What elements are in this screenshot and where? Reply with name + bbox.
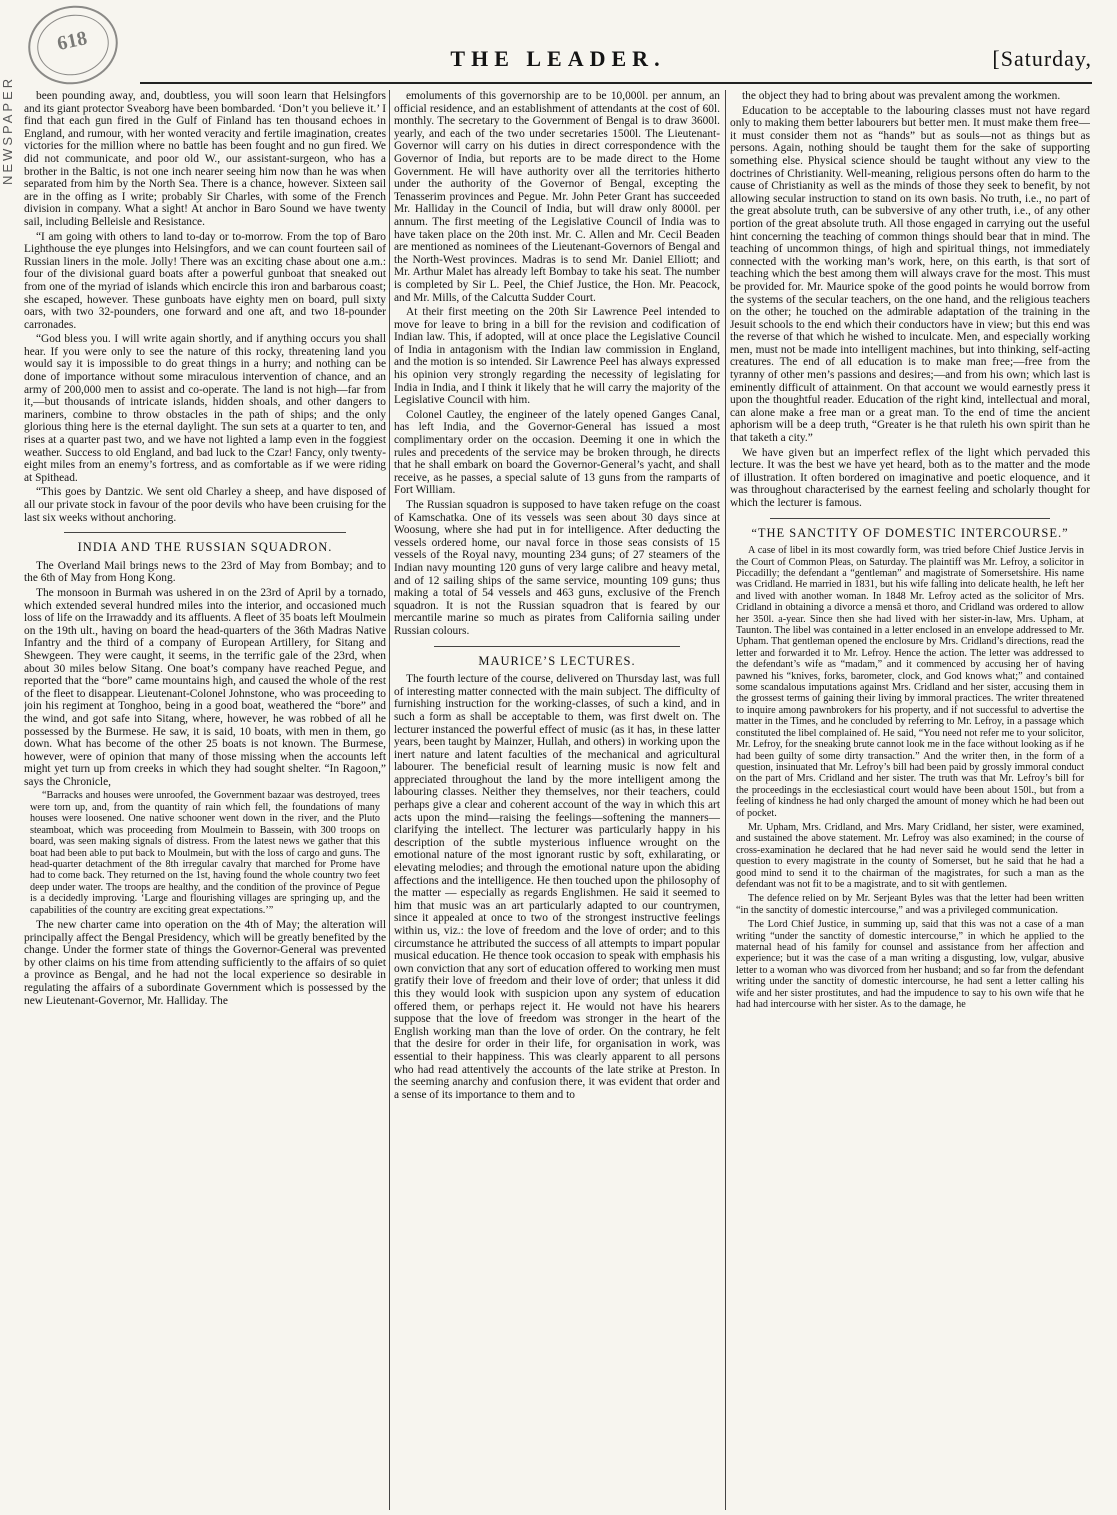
article-paragraph: The fourth lecture of the course, delivered on Thursday last, was full of interesting matter connected with the main subject. The difficulty of furnishing instruction for the working-classes, of such a kind, and in such a form as shall be acceptable to them, was first dwelt on. The lecturer instanced the powerful effect of music (as it has, in these latter years, been taught by Mainzer, Hullah, and others) in working upon the inert nature and latent faculties of the mechanical and agricultural labourer. The beneficial result of learning music is now felt and appreciated throughout the land by the more intelligent among the labouring classes. Neither they themselves, nor their teachers, could perhaps give a clear and coherent account of the way in which this art acts upon the mind—raising the feelings—softening the manners—clarifying the intellect. The lecturer was particularly happy in his description of the subtle mysterious influence wrought on the emotional nature of the most ignorant rustic by soft, exhilarating, or elevating melodies; and through the emotional nature upon the abiding affections and the intelligence. He then touched upon the philosophy of the matter — especially as regards Englishmen. He said it seemed to him that music was an art particularly adapted to our countrymen, since it appealed at once to two of the strongest instructive feelings within us, viz.: the love of freedom and the love of order; and to this circumstance he attributed the success of all attempts to impart popular musical education. He thence took occasion to speak with emphasis his own conviction that any sort of education offered to working men must gratify their love of freedom and their love of order; that unless it did this they would look with suspicion upon any system of education offered them, or perhaps reject it. He would not have his hearers suppose that the love of freedom was stronger in the heart of the English working man than the love of order. On the contrary, he felt that the desire for order in their life, for organisation in work, was essential to their happiness. This was clearly apparent to all persons who had read attentively the accounts of the late strike at Preston. In the seeming anarchy and confusion there, it was evident that order and a sense of its importance to them and to <box>394 673 720 1101</box>
masthead <box>24 46 1092 86</box>
article-paragraph: The Overland Mail brings news to the 23rd of May from Bombay; and to the 6th of May from Hong Kong. <box>24 559 386 585</box>
section-separator <box>64 532 346 533</box>
quoted-extract: “Barracks and houses were unroofed, the Government bazaar was destroyed, trees were torn up, and, from the quantity of rain which fell, the foundations of many houses were loosened. One native schooner went down in the river, and the Pluto steamboat, which was proceeding from Moulmein to Bassein, with 300 troops on board, was seen making signals of distress. From the latest news we gather that this boat had been able to put back to Moulmein, but with the loss of cargo and guns. The head-quarter detachment of the 8th irregular cavalry that marched for Prome have had to come back. They returned on the 1st, having found the whole country two feet deep under water. The troops are healthy, and the condition of the province of Pegue is a decidedly improving. ‘Large and flourishing villages are springing up, and the capabilities of the country are exciting great expectations.’” <box>30 790 380 916</box>
article-paragraph: “God bless you. I will write again shortly, and if anything occurs you shall hear. If you were only to see the nature of this rocky, threatening land you would say it is impossible to do great things in a hurry; and nothing can be done of importance without some miraculous intervention of chance, and an army of 200,000 men to assist and co-operate. The land is not high—far from it,—but thousands of intricate islands, hidden shoals, and other dangers to mariners, combine to throw obstacles in the path of ships; and the only glorious thing here is the eternal daylight. The sun sets at a quarter to ten, and rises at a quarter past two, and we have not lighted a lamp even in the foggiest weather. Success to old England, and bad luck to the Czar! Fancy, only twenty-eight miles from an enemy’s fortress, and as comfortable as if we were riding at Spithead. <box>24 333 386 484</box>
article-paragraph: A case of libel in its most cowardly form, was tried before Chief Justice Jervis in the Court of Common Pleas, on Saturday. The plaintiff was Mr. Lefroy, a solicitor in Piccadilly; the defendant a “gentleman” and magistrate of Somersetshire. His name was Cridland. He married in 1831, but his wife falling into delicate health, he left her and lived with another woman. In 1848 Mr. Lefroy acted as the solicitor of Mrs. Cridland in obtaining a divorce a mensâ et thoro, and Cridland was ordered to allow her 350l. a-year. Since then she had lived with her sister-in-law, Mrs. Upham, at Taunton. The libel was contained in a letter enclosed in an envelope addressed to Mr. Upham. That gentleman opened the enclosure by Mrs. Cridland’s directions, read the letter and forwarded it to Mr. Lefroy. Hence the action. The letter was addressed to the defendant’s wife as “madam,” and it commenced by accusing her of having pawned his “knives, forks, barometer, clock, and God knows what;” and contained some scandalous imputations against Mrs. Cridland and her sister, accusing them in the grossest terms of gaining their living by immoral practices. The writer threatened to inquire among pawnbrokers for his property, and if not successful to advertise the matter in the Times, and he concluded by referring to Mr. Lefroy, in a passage which constituted the libel complained of. He said, “You need not refer me to your solicitor, Mr. Lefroy, for the sneaking brute cannot look me in the face without looking as if he had been guilty of some dirty transaction.” And the writer then, in the form of a question, insinuated that Mr. Lefroy’s bill had been paid by grossly immoral conduct on the part of Mrs. Cridland and her sister. The truth was that Mr. Lefroy’s bill for the proceedings in the ecclesiastical court would have been about 150l., but from a feeling of kindness he had only charged the amount of money which he had been out of pocket. <box>736 545 1084 819</box>
article-paragraph: The new charter came into operation on the 4th of May; the alteration will principally affect the Bengal Presidency, which will be greatly benefited by the change. Under the former state of things the Governor-General was prevented by other claims on his time from attending sufficiently to the affairs of so quiet a province as Bengal, and he had not the local experience so desirable in regulating the affairs of a subordinate Government which is possessed by the new Lieutenant-Governor, Mr. Halliday. The <box>24 918 386 1007</box>
section-heading: “THE SANCTITY OF DOMESTIC INTERCOURSE.” <box>751 525 1069 540</box>
article-paragraph: been pounding away, and, doubtless, you will soon learn that Helsingfors and its giant protector Sveaborg have been bombarded. ‘Don’t you believe it.’ I find that each gun fired in the Gulf of Finland has ten thousand echoes in England, and rumour, with her wonted veracity and fertile imagination, creates victories for the million where no battle has been fought and no gun fired. We did not communicate, and poor old W., our assistant-surgeon, who has a brother in the Baltic, is not one inch nearer seeing him now than he was when separated from him by the North Sea. There is a chance, however. Sixteen sail are in the offing as I write; probably Sir Charles, with some of the French division in company. What a sight! At anchor in Baro Sound we have twenty sail, including Belleisle and Resistance. <box>24 90 386 228</box>
column-divider <box>725 90 726 1510</box>
section-heading: INDIA AND THE RUSSIAN SQUADRON. <box>77 540 333 555</box>
section-separator <box>434 646 680 647</box>
article-paragraph: emoluments of this governorship are to be 10,000l. per annum, an official residence, and an establishment of attendants at the cost of 60l. monthly. The secretary to the Government of Bengal is to draw 3600l. yearly, and each of the two under secretaries 1500l. The Lieutenant-Governor will carry on his duties in direct correspondence with the Governor of India, but reports are to be made direct to the Home Government. He will have authority over all the territories hitherto under the authority of the Governor of Bengal, excepting the Tenasserim provinces and Pegue. Mr. John Peter Grant has succeeded Mr. Halliday in the Council of India, but will draw only 8000l. per annum. The first meeting of the Legislative Council of India was to have taken place on the 20th inst. Mr. C. Allen and Mr. Cecil Beaden are mentioned as nominees of the Lieutenant-Governors of Bengal and the North-West provinces. Madras is to send Mr. Daniel Elliott; and Mr. Arthur Malet has already left Bombay to take his seat. The number is completed by Sir L. Peel, the Chief Justice, the Hon. Mr. Peacock, and Mr. Mills, of the Calcutta Sudder Court. <box>394 90 720 304</box>
column-3 <box>730 90 1090 1510</box>
article-paragraph: At their first meeting on the 20th Sir Lawrence Peel intended to move for leave to bring in a bill for the revision and codification of Indian law. This, if adopted, will at once place the Legislative Council of India in antagonism with the Indian law commission in England, and the motion is so intended. Sir Lawrence Peel has always expressed his opinion very strongly regarding the necessity of legislating for India in India, and I think it likely that he will carry the majority of the Legislative Council with him. <box>394 306 720 407</box>
section-heading: MAURICE’S LECTURES. <box>478 653 636 668</box>
article-paragraph: Mr. Upham, Mrs. Cridland, and Mrs. Mary Cridland, her sister, were examined, and sustained the above statement. Mr. Lefroy was also examined; in the course of cross-examination he declared that he had never said he would send the letter in question to every magistrate in the county of Somerset, but he said that he had a good mind to send it to the chairman of the magistrates, for such a man as the defendant was not fit to be a magistrate, and to sit with gentlemen. <box>736 821 1084 890</box>
masthead-rule <box>140 82 1092 84</box>
section-separator <box>770 518 1050 519</box>
article-paragraph: Colonel Cautley, the engineer of the lately opened Ganges Canal, has left India, and the Governor-General has issued a most complimentary order on the occasion. Deeming it one in which the rules and precedents of the service may be broken through, he directs that he shall embark on board the Governor-General’s yacht, and shall receive, as he passes, a special salute of 13 guns from the ramparts of Fort William. <box>394 408 720 497</box>
page-number: 618 <box>55 27 90 55</box>
column-divider <box>389 90 390 1510</box>
column-1 <box>24 90 386 1510</box>
article-paragraph: The Russian squadron is supposed to have taken refuge on the coast of Kamschatka. One of its vessels was seen about 30 days since at Woosung, where she had put in for intelligence. After deducting the vessels ordered home, our naval force in those seas consists of 15 vessels of the Royal navy, mounting 234 guns; of 27 steamers of the Indian navy mounting 120 guns of very large calibre and heavy metal, and of 12 sailing ships of the same service, mounting 109 guns; thus making a total of 54 vessels and 463 guns, exclusive of the French squadron. It is not the Russian squadron that is feared by our mercantile marine so much as pirates from California sailing under Russian colours. <box>394 499 720 637</box>
article-paragraph: Education to be acceptable to the labouring classes must not have regard only to making them better labourers but better men. It must make them free—it must consider them not as “hands” but as souls—not as things but as persons. Again, nothing should be taught them for the sake of supporting something else. Physical science should be taught without any view to the doctrines of Christianity. Well-meaning, religious persons often do harm to the cause of Christianity as well as the minds of those they seek to benefit, by not allowing secular instruction to stand on its own basis. No truth, i.e., no part of the great absolute truth, can be subversive of any other truth, i.e., of any other portion of the great absolute truth. All those engaged in carrying out the useful hint concerning the teaching of common things should bear that in mind. The teaching of uncommon things, of high and spiritual things, not immediately connected with the working man’s work, here, on this earth, is that sort of teaching which the best among them will always crave for the most. This must be provided for. Mr. Maurice spoke of the good points he would borrow from the systems of the secular teachers, on the one hand, and the religious teachers on the other; he touched on the admirable adaptation of the training in the Jesuit schools to the end which their conductors have in view; but this end was the reverse of that which he wished to inculcate. Men, and especially working men, must not be made into intelligent machines, but into thinking, self-acting creatures. The end of all education is to make man free;—free from the tyranny of other men’s passions and desires;—and from his own; which last is eminently difficult of attainment. On that account we would earnestly press it upon the thoughtful reader. Education of the right kind, intellectual and moral, can alone make a free man or a great man. To the end of time the ancient aphorism will be a deep truth, “Greater is he that ruleth his own spirit than he that taketh a city.” <box>730 104 1090 445</box>
article-paragraph: The defence relied on by Mr. Serjeant Byles was that the letter had been written “in the sanctity of domestic intercourse,” and was a privileged communication. <box>736 893 1084 916</box>
article-paragraph: We have given but an imperfect reflex of the light which pervaded this lecture. It was the best we have yet heard, both as to the matter and the mode of illustration. It often bordered on imaginative and poetic eloquence, and it was throughout characterised by the earnest feeling and scholarly thought for which the lecturer is famous. <box>730 446 1090 509</box>
article-paragraph: “I am going with others to land to-day or to-morrow. From the top of Baro Lighthouse the eye plunges into Helsingfors, and we can count fourteen sail of Russian liners in the mole. Jolly! There was an exciting chase about one a.m.: four of the divisional guard boats after a powerful gunboat that sneaked out from one of the myriad of islands which encircle this iron and barbarous coast; she escaped, however. These gunboats have eighty men on board, pull sixty oars, with two 32-pounders, one forward and one aft, and two 18-pounder carronades. <box>24 230 386 331</box>
issue-day: [Saturday, <box>992 46 1092 71</box>
article-paragraph: “This goes by Dantzic. We sent old Charley a sheep, and have disposed of all our private stock in favour of the poor devils who have been cruising for the last six weeks without anchoring. <box>24 486 386 524</box>
column-2 <box>394 90 720 1510</box>
article-paragraph: the object they had to bring about was prevalent among the workmen. <box>742 90 1061 102</box>
article-paragraph: The monsoon in Burmah was ushered in on the 23rd of April by a tornado, which extended several hundred miles into the interior, and occasioned much loss of life on the Irrawaddy and its affluents. A fleet of 35 boats left Moulmein on the 19th ult., having on board the head-quarters of the 36th Madras Native Infantry and the third of a company of European Artillery, for Sitang and Shewgeen. They were caught, it seems, in the terrific gale of the 23rd, when about 30 miles below Sitang. One boat’s company have reached Pegue, and reported that the “bore” came mountains high, and caused the whole of the rest of the fleet to disappear. Lieutenant-Colonel Johnstone, who was proceeding to join his regiment at Tonghoo, being in a good boat, weathered the “bore” and the wind, and got safe into Sitang, where, however, he was robbed of all he possessed by the Burmese. He saw, it is said, 10 boats, with men in them, go down. What has become of the other 25 boats is not known. The Burmese, however, were of opinion that many of those missing when the accounts left might yet turn up from creeks in which they had sought shelter. “In Ragoon,” says the Chronicle, <box>24 586 386 788</box>
side-watermark: NEWSPAPER <box>0 75 15 185</box>
newspaper-title: THE LEADER. <box>450 46 666 71</box>
article-paragraph: The Lord Chief Justice, in summing up, said that this was not a case of a man writing “under the sanctity of domestic intercourse,” in which he applied to the maternal head of his family for counsel and assistance from her affection and experience; but it was the case of a man writing a disgusting, low, vulgar, abusive letter to a woman who was divorced from her husband; and so far from the defendant writing under the sanctity of domestic intercourse, he had sent a letter calling his wife and her sister prostitutes, and had the impudence to say to his own wife that he had had intercourse with her sister. As to the damage, he <box>736 919 1084 1011</box>
